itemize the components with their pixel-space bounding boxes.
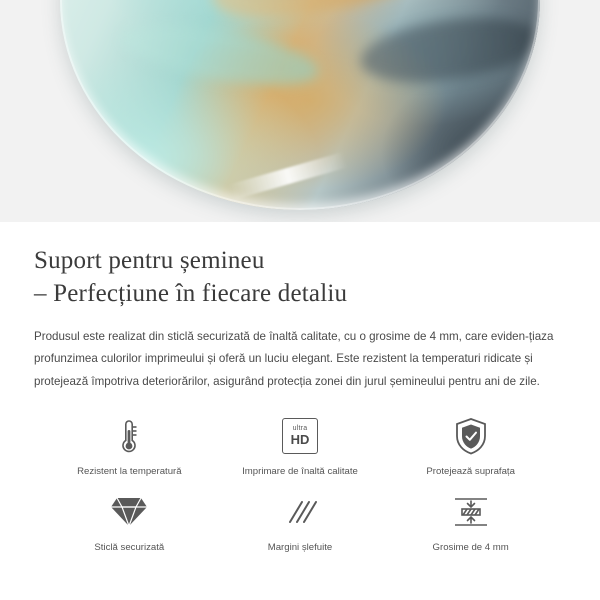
- feature-label: Rezistent la temperatură: [77, 465, 182, 477]
- feature-item: [385, 491, 556, 553]
- content-area: [0, 222, 600, 553]
- feature-item: [215, 415, 386, 477]
- thermometer-icon: [117, 415, 141, 457]
- feature-item: [385, 415, 556, 477]
- feature-item: [44, 415, 215, 477]
- polished-edges-icon: [282, 491, 318, 533]
- description-paragraph: Produsul este realizat din sticlă securizată de înaltă calitate, cu o grosime de 4 mm, care eviden-țiaza profunzimea culorilor imprimeului și oferă un luciu elegant. Este rezistent la temperaturi ridicate și protejează împotriva deteriorărilor, asigurând protecția zonei din jurul șemineului pentru ani de zile.: [34, 330, 554, 388]
- feature-label: Imprimare de înaltă calitate: [242, 465, 358, 477]
- ultra-hd-icon: [282, 415, 318, 457]
- shield-check-icon: [453, 415, 489, 457]
- ultra-hd-badge-top: ultra: [292, 425, 308, 433]
- feature-label: Margini șlefuite: [267, 541, 333, 553]
- ultra-hd-badge-bottom: HD: [290, 432, 310, 448]
- diamond-icon: [109, 491, 149, 533]
- headline-line-1: Suport pentru șemineu: [34, 247, 265, 274]
- feature-label: Sticlă securizată: [94, 541, 165, 553]
- feature-item: [215, 491, 386, 553]
- feature-item: [44, 491, 215, 553]
- hero-image: [0, 0, 600, 222]
- feature-label: Protejează suprafața: [426, 465, 515, 477]
- feature-label: Grosime de 4 mm: [432, 541, 509, 553]
- feature-grid: [34, 415, 566, 553]
- thickness-icon: [451, 491, 491, 533]
- headline-line-2: – Perfecțiune în fiecare detaliu: [34, 280, 348, 307]
- page-title: [34, 244, 566, 310]
